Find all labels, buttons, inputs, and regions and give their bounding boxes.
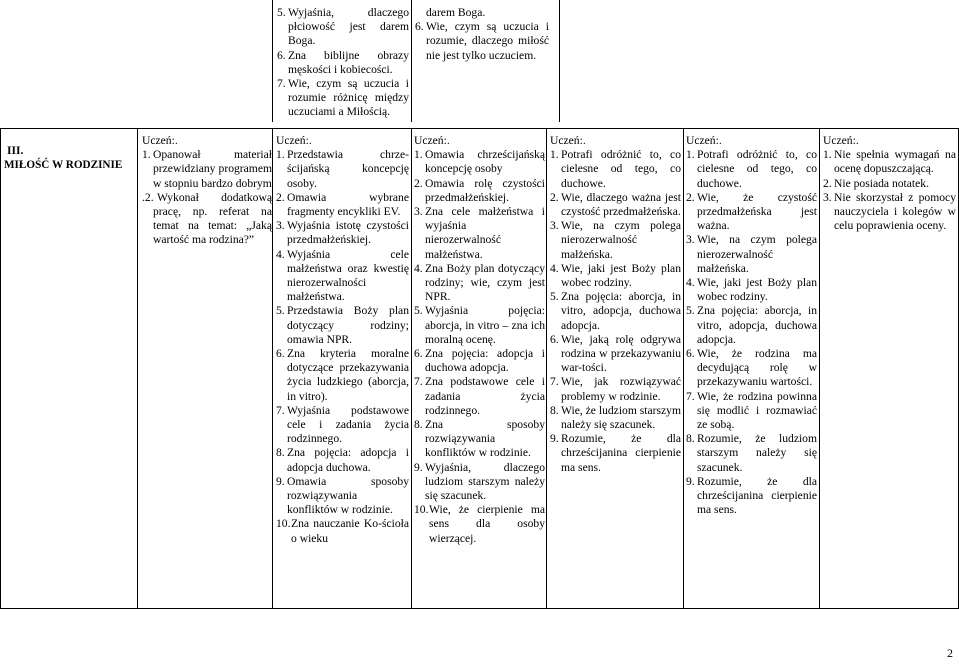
table-border-top-left	[272, 0, 273, 122]
list-item: 4. Wie, jaki jest Boży plan wobec rodziny.	[686, 276, 817, 304]
list-item: 10. Zna nauczanie Ko-ścioła o wieku	[276, 517, 409, 545]
table-border-col2	[272, 128, 273, 609]
table-border-col1	[137, 128, 138, 609]
list-item: 1. Nie spełnia wymagań na ocenę dopuszczającą.	[823, 148, 956, 176]
requirements-list	[550, 148, 681, 475]
list-item: 3. Nie skorzystał z pomocy nauczyciela i kolegów w celu poprawienia oceny.	[823, 190, 956, 233]
list-item: 5. Wyjaśnia pojęcia: aborcja, in vitro – zna ich moralną ocenę.	[414, 304, 545, 346]
list-item: 6. Zna biblijne obrazy męskości i kobiecości.	[277, 48, 409, 76]
section-number: III.	[7, 144, 24, 157]
list-item: 9. Wyjaśnia, dlaczego ludziom starszym należy się szacunek.	[414, 460, 545, 503]
list-item: 4. Wyjaśnia cele małżeństwa oraz kwestię nierozerwalności małżeństwa.	[276, 247, 409, 304]
list-item: 6. Wie, że rodzina ma decydującą rolę w przekazywaniu wartości.	[686, 347, 817, 389]
list-item: 1. Potrafi odróżnić to, co cielesne od tego, co duchowe.	[550, 148, 681, 190]
list-item: 6. Zna kryteria moralne dotyczące przekazywania życia ludzkiego (aborcja, in vitro).	[276, 347, 409, 403]
list-item: 3. Wie, na czym polega nierozerwalność małżeńska.	[550, 219, 681, 261]
requirements-list	[142, 148, 272, 247]
page-number: 2	[947, 645, 953, 660]
table-border-col5	[683, 128, 684, 609]
list-item: 1. Omawia chrześcijańską koncepcję osoby	[414, 148, 545, 176]
table-border-main-top	[0, 128, 959, 129]
list-item: 1. Przedstawia chrze-ścijańską koncepcję osoby.	[276, 148, 409, 190]
list-item: 2. Omawia wybrane fragmenty encykliki EV.	[276, 190, 409, 219]
list-item: 8. Wie, że ludziom starszym należy się szacunek.	[550, 403, 681, 432]
requirements-list	[686, 148, 817, 517]
list-item: .2. Wykonał dodatkową pracę, np. referat na temat na temat: „Jaką wartość ma rodzina?”	[142, 190, 272, 247]
list-item: 2. Wie, że czystość przedmałżeńska jest ważna.	[686, 190, 817, 233]
list-item: 1. Opanował materiał przewidziany programem w stopniu bardzo dobrym	[142, 148, 272, 190]
list-item: 3. Wyjaśnia istotę czystości przedmałżeńskiej.	[276, 219, 409, 247]
list-item: 10. Wie, że cierpienie ma sens dla osoby wierzącej.	[414, 503, 545, 545]
column-heading: Uczeń:.	[142, 134, 178, 147]
table-border-top-right	[559, 0, 560, 122]
list-item: 3. Wie, na czym polega nierozerwalność małżeńska.	[686, 233, 817, 275]
section-title: MIŁOŚĆ W RODZINIE	[4, 159, 123, 172]
requirements-list	[823, 148, 956, 233]
table-border-top-mid	[411, 0, 412, 122]
requirements-list	[276, 148, 409, 546]
grade-column-dobra	[414, 134, 545, 546]
list-item: 6. Zna pojęcia: adopcja i duchowa adopcja.	[414, 347, 545, 375]
requirements-list	[414, 148, 545, 546]
table-border-col3	[411, 128, 412, 609]
list-item: 9. Rozumie, że dla chrześcijanina cierpienie ma sens.	[686, 474, 817, 517]
table-border-col6	[819, 128, 820, 609]
list-item: 7. Zna podstawowe cele i zadania życia rodzinnego.	[414, 375, 545, 417]
column-heading: Uczeń:.	[276, 134, 312, 147]
list-item: 7. Wie, że rodzina powinna się modlić i rozmawiać ze sobą.	[686, 389, 817, 432]
list-item: 7. Wyjaśnia podstawowe cele i zadania życia rodzinnego.	[276, 403, 409, 446]
list-item: 8. Zna sposoby rozwiązywania konfliktów w rodzinie.	[414, 418, 545, 460]
list-item: 5. Zna pojęcia: aborcja, in vitro, adopcja, duchowa adopcja.	[550, 290, 681, 332]
list-item: 2. Omawia rolę czystości przedmałżeńskiej.	[414, 176, 545, 204]
column-heading: Uczeń:.	[550, 134, 586, 147]
top-left-cell	[277, 6, 409, 120]
column-heading: Uczeń:.	[414, 134, 450, 147]
list-item: 6. Wie, czym są uczucia i rozumie, dlaczego miłość nie jest tylko uczuciem.	[415, 20, 549, 62]
list-item: 7. Wie, jak rozwiązywać problemy w rodzinie.	[550, 375, 681, 403]
list-item: 3. Zna cele małżeństwa i wyjaśnia nierozerwalność małżeństwa.	[414, 205, 545, 261]
table-border-main-bottom	[0, 608, 959, 609]
list-item: 9. Rozumie, że dla chrześcijanina cierpienie ma sens.	[550, 432, 681, 474]
top-right-cell	[415, 6, 549, 63]
list-item: 5. Przedstawia Boży plan dotyczący rodziny; omawia NPR.	[276, 304, 409, 346]
column-heading: Uczeń:.	[686, 134, 722, 147]
grade-column-dostateczna	[550, 134, 681, 475]
table-border-col0	[0, 128, 1, 609]
continued-text: darem Boga.	[426, 6, 486, 19]
list-item: 4. Wie, jaki jest Boży plan wobec rodziny.	[550, 261, 681, 290]
grade-column-bardzo-dobra	[276, 134, 409, 546]
list-item: 8. Rozumie, że ludziom starszym należy się szacunek.	[686, 432, 817, 474]
list-item: 8. Zna pojęcia: adopcja i adopcja duchowa.	[276, 446, 409, 474]
grade-column-niedostateczna	[823, 134, 956, 233]
list-item: 1. Potrafi odróżnić to, co cielesne od tego, co duchowe.	[686, 148, 817, 190]
list-item: 5. Wyjaśnia, dlaczego płciowość jest darem Boga.	[277, 6, 409, 48]
list-item: 5. Zna pojęcia: aborcja, in vitro, adopcja, duchowa adopcja.	[686, 304, 817, 346]
list-item: 9. Omawia sposoby rozwiązywania konfliktów w rodzinie.	[276, 474, 409, 517]
table-border-col4	[546, 128, 547, 609]
list-item: 7. Wie, czym są uczucia i rozumie różnicę między uczuciami a Miłością.	[277, 77, 409, 119]
grade-column-dopuszczajaca	[686, 134, 817, 517]
column-heading: Uczeń:.	[823, 134, 859, 147]
section-cell	[4, 144, 135, 172]
list-item: 6. Wie, jaką rolę odgrywa rodzina w przekazywaniu war-tości.	[550, 332, 681, 375]
list-item: 4. Zna Boży plan dotyczący rodziny; wie, czym jest NPR.	[414, 261, 545, 304]
list-item: 2. Wie, dlaczego ważna jest czystość przedmałżeńska.	[550, 190, 681, 219]
list-item: 2. Nie posiada notatek.	[823, 176, 929, 190]
grade-column-celujaca	[142, 134, 272, 248]
